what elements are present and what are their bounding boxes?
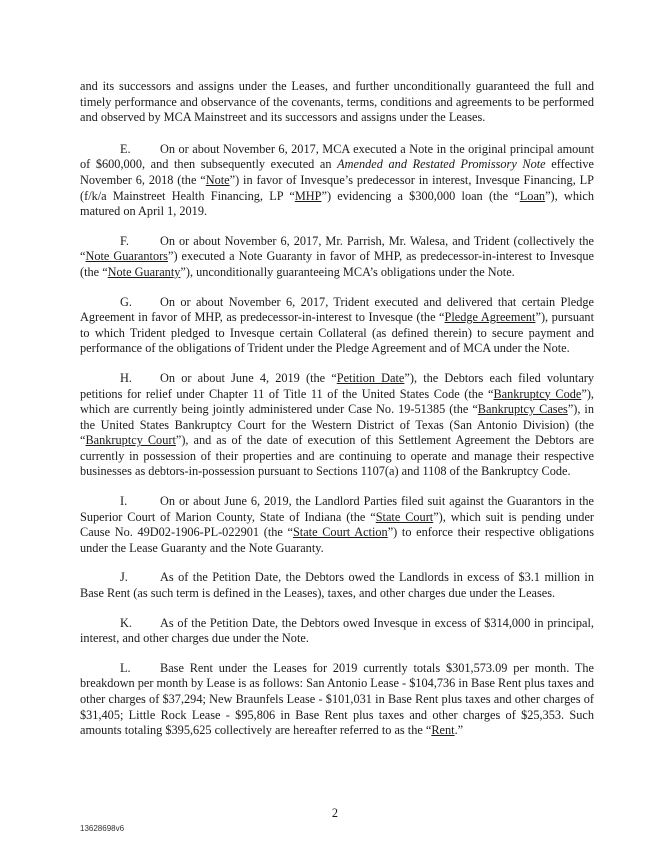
text-run: As of the Petition Date, the Debtors owed the Landlords in excess of $3.1 million in Base Rent (as such term is defined in the Leases), taxes, and other charges due under the Leases. bbox=[80, 570, 594, 601]
text-run: ”) in favor of Invesque’s predecessor in interest, Invesque Financing, LP (f/k/a Mainstreet Health Financing, LP “ bbox=[80, 172, 594, 203]
text-run: ”), the Debtors each filed voluntary petitions for relief under Chapter 11 of Title 11 of the United States Code (the “ bbox=[80, 370, 595, 401]
defined-term: Bankruptcy Cases bbox=[477, 402, 568, 417]
text-run: ”) to enforce their respective obligations under the Lease Guaranty and the Note Guaranty. bbox=[80, 525, 594, 555]
text-run: Base Rent under the Leases for 2019 currently totals $301,573.09 per month. The breakdown per month by Lease is as follows: San Antonio Lease - $104,736 in Base Rent plus taxes and other charges of $37,294; New Braunfels Lease - $101,031 in Base Rent plus taxes and other charges of $31,405; Little Rock Lease - $95,806 in Base Rent plus taxes and other charges of $25,353. Such amounts totaling $395,625 collectively are hereafter referred to as the “ bbox=[80, 660, 594, 738]
defined-term: Note Guarantors bbox=[85, 249, 168, 264]
text-run: On or about November 6, 2017, MCA executed a Note in the original principal amount of $600,000, and then subsequently executed an bbox=[80, 141, 594, 172]
text-run: ”), which suit is pending under Cause No. 49D02-1906-PL-022901 (the “ bbox=[80, 509, 594, 540]
defined-term: MHP bbox=[294, 188, 322, 203]
document-title: Amended and Restated Promissory Note bbox=[337, 157, 546, 172]
recital-f bbox=[80, 234, 594, 281]
paragraph-continued bbox=[80, 79, 594, 126]
text-run: and its successors and assigns under the Leases, and further unconditionally guaranteed the full and timely performance and observance of the covenants, terms, conditions and agreements to be performed and observed by MCA Mainstreet and its successors and assigns under the Leases. bbox=[80, 79, 594, 125]
recital-i bbox=[80, 494, 594, 556]
text-run: On or about November 6, 2017, Trident executed and delivered that certain Pledge Agreement in favor of MHP, as predecessor-in-interest to Invesque (the “ bbox=[80, 294, 594, 325]
defined-term: Bankruptcy Code bbox=[493, 386, 582, 401]
text-run: ”), and as of the date of execution of this Settlement Agreement the Debtors are currently in possession of their properties and are continuing to operate and manage their respective businesses as debtors-in-possession pursuant to Sections 1107(a) and 1108 of the Bankruptcy Code. bbox=[80, 433, 594, 479]
text-run: ”), pursuant to which Trident pledged to Invesque certain Collateral (as defined therein) to secure payment and performance of the obligations of Trident under the Pledge Agreement and of MCA under the Note. bbox=[80, 310, 594, 356]
text-run: On or about June 6, 2019, the Landlord Parties filed suit against the Guarantors in the Superior Court of Marion County, State of Indiana (the “ bbox=[80, 494, 594, 524]
recital-label: H. bbox=[120, 370, 132, 385]
page-number: 2 bbox=[331, 806, 339, 820]
document-body bbox=[80, 79, 594, 753]
text-run: ”), in the United States Bankruptcy Court for the Western District of Texas (San Antonio Division) (the “ bbox=[80, 402, 594, 448]
recital-g bbox=[80, 295, 594, 357]
recital-label: E. bbox=[120, 141, 131, 156]
recital-label: G. bbox=[120, 294, 132, 309]
defined-term: Bankruptcy Court bbox=[85, 433, 176, 448]
defined-term: State Court bbox=[375, 509, 434, 524]
defined-term: State Court Action bbox=[292, 525, 388, 540]
text-run: effective November 6, 2018 (the “ bbox=[80, 157, 595, 187]
recital-k bbox=[80, 616, 594, 647]
defined-term: Loan bbox=[519, 188, 546, 203]
text-run: ”) evidencing a $300,000 loan (the “ bbox=[321, 188, 520, 203]
text-run: On or about June 4, 2019 (the “ bbox=[160, 370, 337, 385]
text-run: ”), unconditionally guaranteeing MCA’s obligations under the Note. bbox=[180, 264, 515, 279]
text-run: ”) executed a Note Guaranty in favor of MHP, as predecessor-in-interest to Invesque (the “ bbox=[80, 249, 594, 279]
recital-h bbox=[80, 371, 594, 480]
text-run: On or about November 6, 2017, Mr. Parrish, Mr. Walesa, and Trident (collectively the “ bbox=[80, 233, 594, 264]
defined-term: Note Guaranty bbox=[107, 264, 181, 279]
text-run: As of the Petition Date, the Debtors owed Invesque in excess of $314,000 in principal, interest, and other charges due under the Note. bbox=[80, 615, 594, 646]
defined-term: Note bbox=[205, 172, 230, 187]
text-run: ”), which matured on April 1, 2019. bbox=[80, 188, 594, 219]
recital-label: K. bbox=[120, 615, 132, 630]
recital-j bbox=[80, 570, 594, 601]
defined-term: Petition Date bbox=[336, 370, 405, 385]
recital-label: L. bbox=[120, 660, 131, 675]
defined-term: Pledge Agreement bbox=[444, 310, 536, 325]
recital-e bbox=[80, 142, 594, 220]
defined-term: Rent bbox=[431, 723, 455, 738]
recital-label: F. bbox=[120, 233, 129, 248]
recital-l bbox=[80, 661, 594, 739]
recital-label: J. bbox=[120, 570, 128, 585]
text-run: .” bbox=[454, 723, 464, 738]
text-run: ”), which are currently being jointly administered under Case No. 19-51385 (the “ bbox=[80, 386, 594, 417]
document-id: 13628698v6 bbox=[80, 824, 125, 833]
recital-label: I. bbox=[120, 494, 128, 509]
